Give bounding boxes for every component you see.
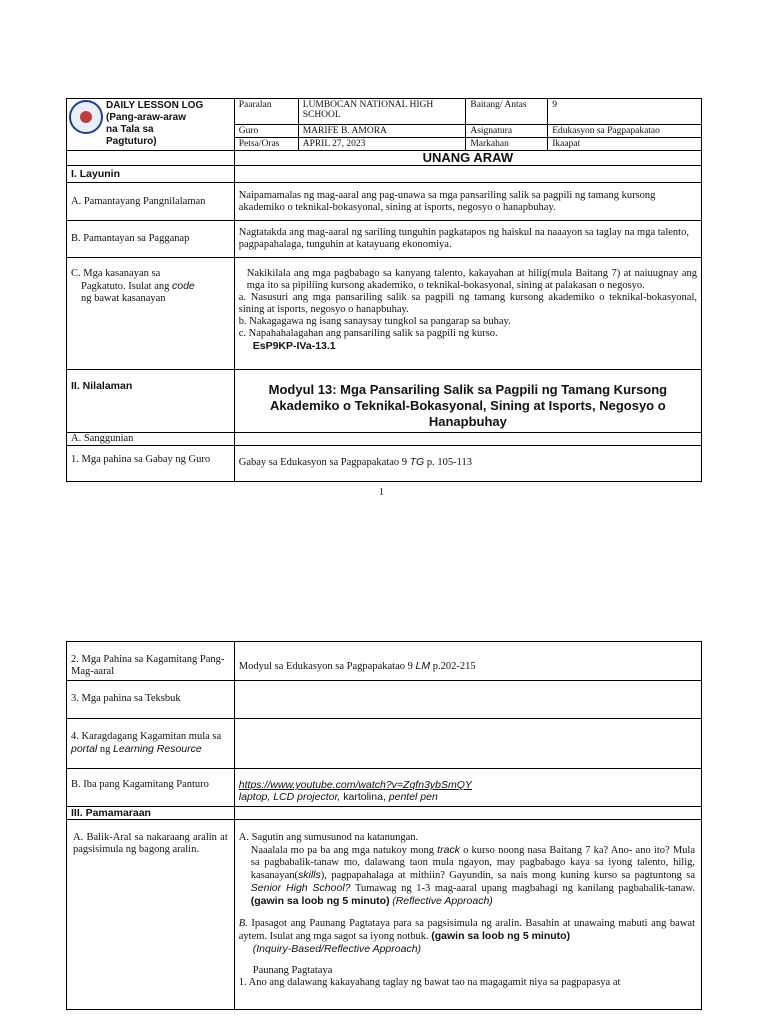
gabay-guro-tg: TG — [409, 456, 425, 468]
petsa-label: Petsa/Oras — [234, 138, 298, 151]
kasanayan-label-1: C. Mga kasanayan sa — [71, 268, 161, 279]
karagdagang-label-1: 4. Karagdagang Kagamitan mula sa — [71, 731, 222, 742]
kasanayan-label-3: ng bawat kasanayan — [81, 293, 166, 304]
modyul-ref-pages: p.202-215 — [432, 661, 476, 672]
section-nilalaman: II. Nilalaman — [67, 370, 235, 433]
a-shs: Senior High School? — [250, 882, 351, 894]
karagdagang-kagamitan-label — [67, 719, 235, 769]
markahan-value: Ikaapat — [548, 138, 702, 151]
materials-1: laptop, LCD projector, — [238, 791, 341, 803]
materials-2: kartolina, — [343, 791, 386, 803]
day-title: UNANG ARAW — [234, 151, 701, 166]
materials-3: pentel pen — [388, 791, 438, 803]
sanggunian-label: A. Sanggunian — [67, 433, 235, 446]
a-p2: o kurso noong nasa Baitang 7 ka? Ano- ano ito? Mula sa pagbabalik-tanaw mo, dalawang taon mula ngayon, may pagbabago kaya sa iyong talento, hilig, kasanayan( — [250, 845, 695, 881]
karagdagang-ng: ng — [99, 744, 111, 755]
pamantayang-pangnilalaman-label: A. Pamantayang Pangnilalaman — [67, 183, 235, 221]
karagdagang-kagamitan-value — [234, 719, 701, 769]
baitang-label: Baitang/ Antas — [466, 99, 548, 125]
modyul-title: Modyul 13: Mga Pansariling Salik sa Pagpili ng Tamang Kursong Akademiko o Teknikal-Bokasyonal, Sining at Isports, Negosyo o Hanapbuhay — [234, 370, 701, 433]
dll-title: DAILY LESSON LOG — [106, 100, 204, 111]
a-p1: Naaalala mo pa ba ang mga natukoy mong — [250, 845, 434, 856]
lesson-log-table-page2 — [66, 641, 702, 1010]
a-approach: (Reflective Approach) — [392, 895, 493, 907]
gabay-guro-text-1: Gabay sa Edukasyon sa Pagpapakatao 9 — [238, 457, 407, 468]
kasanayan-code: EsP9KP-IVa-13.1 — [252, 340, 336, 352]
a-p3: ), pagpapahalaga at mithiin? Gayundin, sa nais mong kuning kurso sa pagtuntong sa — [320, 870, 695, 881]
a-skills: skills — [298, 869, 321, 881]
question-a-heading: A. Sagutin ang sumusunod na katanungan. — [238, 832, 419, 843]
lesson-log-table-page1 — [66, 98, 702, 482]
dll-subtitle-2: na Tala sa — [106, 124, 154, 135]
balik-aral-label: A. Balik-Aral sa nakaraang aralin at pagsisimula ng bagong aralin. — [67, 820, 235, 1010]
gabay-guro-label: 1. Mga pahina sa Gabay ng Guro — [67, 446, 235, 482]
section-layunin: I. Layunin — [67, 166, 235, 183]
petsa-value: APRIL 27, 2023 — [298, 138, 466, 151]
karagdagang-lr: Learning Resource — [113, 743, 202, 755]
kasanayan-intro: Nakikilala ang mga pagbabago sa kanyang talento, kakayahan at hilig(mula Baitang 7) at naiuugnay ang mga ito sa pipiliing kursong akademiko, o teknikal-bokasyonal, sining at palakasan o negosyo. — [246, 268, 697, 291]
pamantayang-pangnilalaman-text: Naipamamalas ng mag-aaral ang pag-unawa sa mga pansariling salik sa pagpili ng tamang kursong akademiko o teknikal-bokasyonal, sining at isports, negosyo o hanapbuhay. — [234, 183, 701, 221]
iba-pang-kagamitan-label: B. Iba pang Kagamitang Panturo — [67, 769, 235, 807]
markahan-label: Markahan — [466, 138, 548, 151]
guro-label: Guro — [234, 125, 298, 138]
a-track: track — [437, 844, 460, 856]
b-text: Ipasagot ang Paunang Pagtataya para sa pagsisimula ng aralin. Basahin at unawaing mabuti ang bawat aytem. Isulat ang mga sagot sa iyong notbuk. — [238, 918, 695, 942]
pamantayan-pagganap-text: Nagtatakda ang mag-aaral ng sariling tunguhin pagkatapos ng haiskul na naaayon sa taglay na mga talento, pagpapahalaga, tunguhin at katayuang ekonomiya. — [234, 221, 701, 258]
b-letter: B. — [238, 918, 248, 929]
deped-seal-logo — [69, 100, 103, 134]
question-a-body — [239, 844, 695, 908]
kagamitang-mag-aaral-label: 2. Mga Pahina sa Kagamitang Pang-Mag-aaral — [67, 642, 235, 681]
kasanayan-c: c. Napahahalagahan ang pansariling salik sa pagpili ng kurso. — [238, 328, 498, 339]
teksbuk-value — [234, 681, 701, 719]
b-approach: (Inquiry-Based/Reflective Approach) — [252, 943, 422, 955]
modyul-ref-1: Modyul sa Edukasyon sa Pagpapakatao 9 — [238, 661, 413, 672]
a-p4: Tumawag ng 1-3 mag-aaral upang magbahagi ng kanilang pagbabalik-tanaw. — [354, 883, 695, 894]
question-b — [239, 918, 695, 955]
dll-subtitle-3: Pagtuturo) — [106, 136, 157, 147]
a-time: (gawin sa loob ng 5 minuto) — [250, 895, 390, 907]
kasanayan-content — [234, 258, 701, 370]
youtube-link[interactable]: https://www.youtube.com/watch?v=Zqfn3ybSmQY — [238, 779, 472, 791]
kasanayan-b: b. Nakagagawa ng isang sanaysay tungkol sa pangarap sa buhay. — [238, 316, 511, 327]
header-title-cell — [67, 99, 235, 151]
dll-subtitle-1: (Pang-araw-araw — [106, 112, 187, 123]
balik-aral-content — [234, 820, 701, 1010]
pamantayan-pagganap-label: B. Pamantayan sa Pagganap — [67, 221, 235, 258]
baitang-value: 9 — [548, 99, 702, 125]
guro-value: MARIFE B. AMORA — [298, 125, 466, 138]
kasanayan-a: a. Nasusuri ang mga pansariling salik sa pagpili ng tamang kursong akademiko o teknikal-bokasyonal, sining at isports, negosyo o hanapbuhay. — [238, 292, 697, 315]
gabay-guro-text — [234, 446, 701, 482]
question-1: 1. Ano ang dalawang kakayahang taglay ng bawat tao na magagamit niya sa pagpapasya at — [238, 977, 621, 988]
kasanayan-label-code: code — [171, 280, 195, 292]
kasanayan-label-cell — [67, 258, 235, 370]
iba-pang-kagamitan-value — [234, 769, 701, 807]
kagamitang-mag-aaral-text — [234, 642, 701, 681]
paunang-pagtataya: Paunang Pagtataya — [252, 965, 333, 976]
page-number: 1 — [379, 487, 384, 498]
asignatura-value: Edukasyon sa Pagpapakatao — [548, 125, 702, 138]
asignatura-label: Asignatura — [466, 125, 548, 138]
teksbuk-label: 3. Mga pahina sa Teksbuk — [67, 681, 235, 719]
b-time: (gawin sa loob ng 5 minuto) — [431, 930, 571, 942]
paaralan-label: Paaralan — [234, 99, 298, 125]
kasanayan-label-2: Pagkatuto. Isulat ang — [81, 281, 170, 292]
modyul-ref-lm: LM — [415, 660, 431, 672]
karagdagang-portal: portal — [71, 743, 98, 755]
gabay-guro-pages: p. 105-113 — [426, 457, 472, 468]
section-pamamaraan: III. Pamamaraan — [67, 807, 235, 820]
paaralan-value: LUMBOCAN NATIONAL HIGH SCHOOL — [298, 99, 466, 125]
